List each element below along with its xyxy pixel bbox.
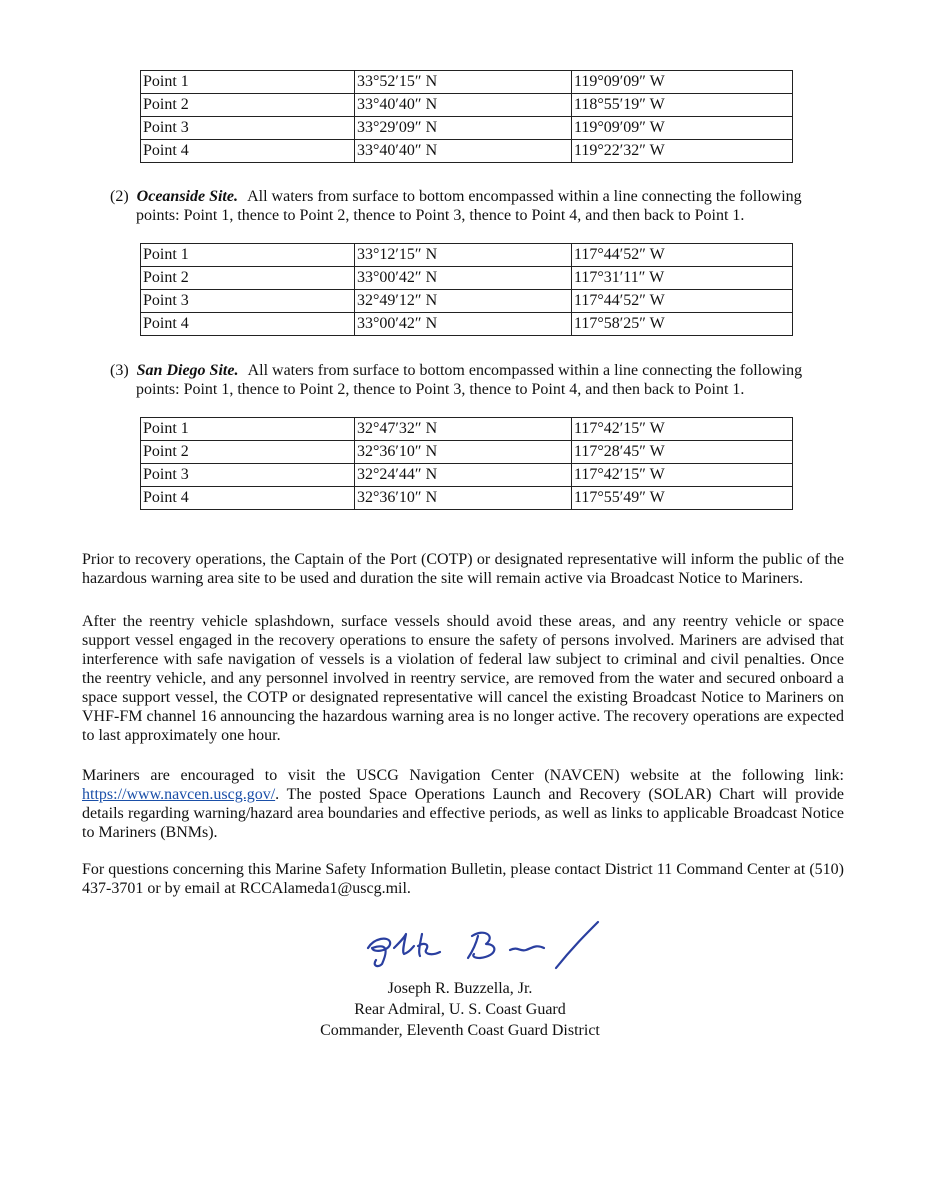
site-description-oceanside <box>110 187 843 225</box>
point-cell: Point 4 <box>141 140 355 163</box>
coordinates-table-site-1 <box>140 70 793 163</box>
point-cell: Point 2 <box>141 94 355 117</box>
longitude-cell: 119°09′09″ W <box>572 117 793 140</box>
coordinates-table-san-diego <box>140 417 793 510</box>
site-desc-line2: points: Point 1, thence to Point 2, thence to Point 3, thence to Point 4, and then back to Point 1. <box>136 207 745 224</box>
table-row <box>141 464 793 487</box>
site-description-san-diego <box>110 361 843 399</box>
point-cell: Point 1 <box>141 418 355 441</box>
signatory-title: Commander, Eleventh Coast Guard District <box>320 1022 600 1039</box>
point-cell: Point 1 <box>141 71 355 94</box>
longitude-cell: 117°42′15″ W <box>572 418 793 441</box>
longitude-cell: 117°55′49″ W <box>572 487 793 510</box>
table-row <box>141 487 793 510</box>
latitude-cell: 32°47′32″ N <box>355 418 572 441</box>
table-row <box>141 117 793 140</box>
site-desc-line2: points: Point 1, thence to Point 2, thence to Point 3, thence to Point 4, and then back to Point 1. <box>136 381 745 398</box>
longitude-cell: 119°09′09″ W <box>572 71 793 94</box>
longitude-cell: 117°44′52″ W <box>572 290 793 313</box>
signatory-rank: Rear Admiral, U. S. Coast Guard <box>354 1001 566 1018</box>
paragraph-cotp-notice: Prior to recovery operations, the Captain of the Port (COTP) or designated representative will inform the public of the hazardous warning area site to be used and duration the site will remain active via Broadcast Notice to Mariners. <box>82 551 844 587</box>
point-cell: Point 1 <box>141 244 355 267</box>
table-row <box>141 290 793 313</box>
latitude-cell: 32°36′10″ N <box>355 441 572 464</box>
latitude-cell: 32°24′44″ N <box>355 464 572 487</box>
point-cell: Point 2 <box>141 441 355 464</box>
table-row <box>141 244 793 267</box>
paragraph-navcen <box>82 766 844 842</box>
latitude-cell: 33°29′09″ N <box>355 117 572 140</box>
handwritten-signature <box>360 918 600 970</box>
coordinates-table-oceanside <box>140 243 793 336</box>
longitude-cell: 119°22′32″ W <box>572 140 793 163</box>
latitude-cell: 33°40′40″ N <box>355 94 572 117</box>
point-cell: Point 3 <box>141 117 355 140</box>
table-row <box>141 441 793 464</box>
site-name: Oceanside Site. <box>136 188 238 205</box>
latitude-cell: 33°00′42″ N <box>355 267 572 290</box>
table-row <box>141 140 793 163</box>
point-cell: Point 2 <box>141 267 355 290</box>
latitude-cell: 33°12′15″ N <box>355 244 572 267</box>
site-name: San Diego Site. <box>136 362 239 379</box>
longitude-cell: 117°44′52″ W <box>572 244 793 267</box>
point-cell: Point 4 <box>141 487 355 510</box>
longitude-cell: 118°55′19″ W <box>572 94 793 117</box>
navcen-link[interactable]: https://www.navcen.uscg.gov/ <box>82 786 276 803</box>
latitude-cell: 33°52′15″ N <box>355 71 572 94</box>
navcen-text-after: . The posted Space Operations Launch and Recovery (SOLAR) Chart will provide details regarding warning/hazard area boundaries and effective periods, as well as links to applicable Broadcast Notice to Mariners (BNMs). <box>82 786 844 841</box>
signatory-name: Joseph R. Buzzella, Jr. <box>387 980 533 997</box>
signature-block <box>300 978 620 1041</box>
longitude-cell: 117°42′15″ W <box>572 464 793 487</box>
latitude-cell: 33°40′40″ N <box>355 140 572 163</box>
table-row <box>141 71 793 94</box>
paragraph-splashdown: After the reentry vehicle splashdown, surface vessels should avoid these areas, and any reentry vehicle or space support vessel engaged in the recovery operations to ensure the safety of persons involved. Mariners are advised that interference with safe navigation of vessels is a violation of federal law subject to criminal and civil penalties. Once the reentry vehicle, and any personnel involved in reentry service, are removed from the water and secured onboard a space support vessel, the COTP or designated representative will cancel the existing Broadcast Notice to Mariners on VHF-FM channel 16 announcing the hazardous warning area is no longer active. The recovery operations are expected to last approximately one hour. <box>82 613 844 744</box>
table-row <box>141 267 793 290</box>
site-desc-line1: All waters from surface to bottom encompassed within a line connecting the following <box>247 362 803 379</box>
longitude-cell: 117°58′25″ W <box>572 313 793 336</box>
table-row <box>141 313 793 336</box>
longitude-cell: 117°28′45″ W <box>572 441 793 464</box>
latitude-cell: 32°49′12″ N <box>355 290 572 313</box>
longitude-cell: 117°31′11″ W <box>572 267 793 290</box>
navcen-text-before: Mariners are encouraged to visit the USCG Navigation Center (NAVCEN) website at the following link: <box>82 767 844 784</box>
latitude-cell: 33°00′42″ N <box>355 313 572 336</box>
point-cell: Point 3 <box>141 464 355 487</box>
point-cell: Point 3 <box>141 290 355 313</box>
table-row <box>141 94 793 117</box>
paragraph-contact: For questions concerning this Marine Safety Information Bulletin, please contact District 11 Command Center at (510) 437-3701 or by email at RCCAlameda1@uscg.mil. <box>82 861 844 897</box>
latitude-cell: 32°36′10″ N <box>355 487 572 510</box>
point-cell: Point 4 <box>141 313 355 336</box>
site-number: (3) <box>110 362 129 379</box>
table-row <box>141 418 793 441</box>
site-desc-line1: All waters from surface to bottom encompassed within a line connecting the following <box>247 188 802 205</box>
site-number: (2) <box>110 188 129 205</box>
